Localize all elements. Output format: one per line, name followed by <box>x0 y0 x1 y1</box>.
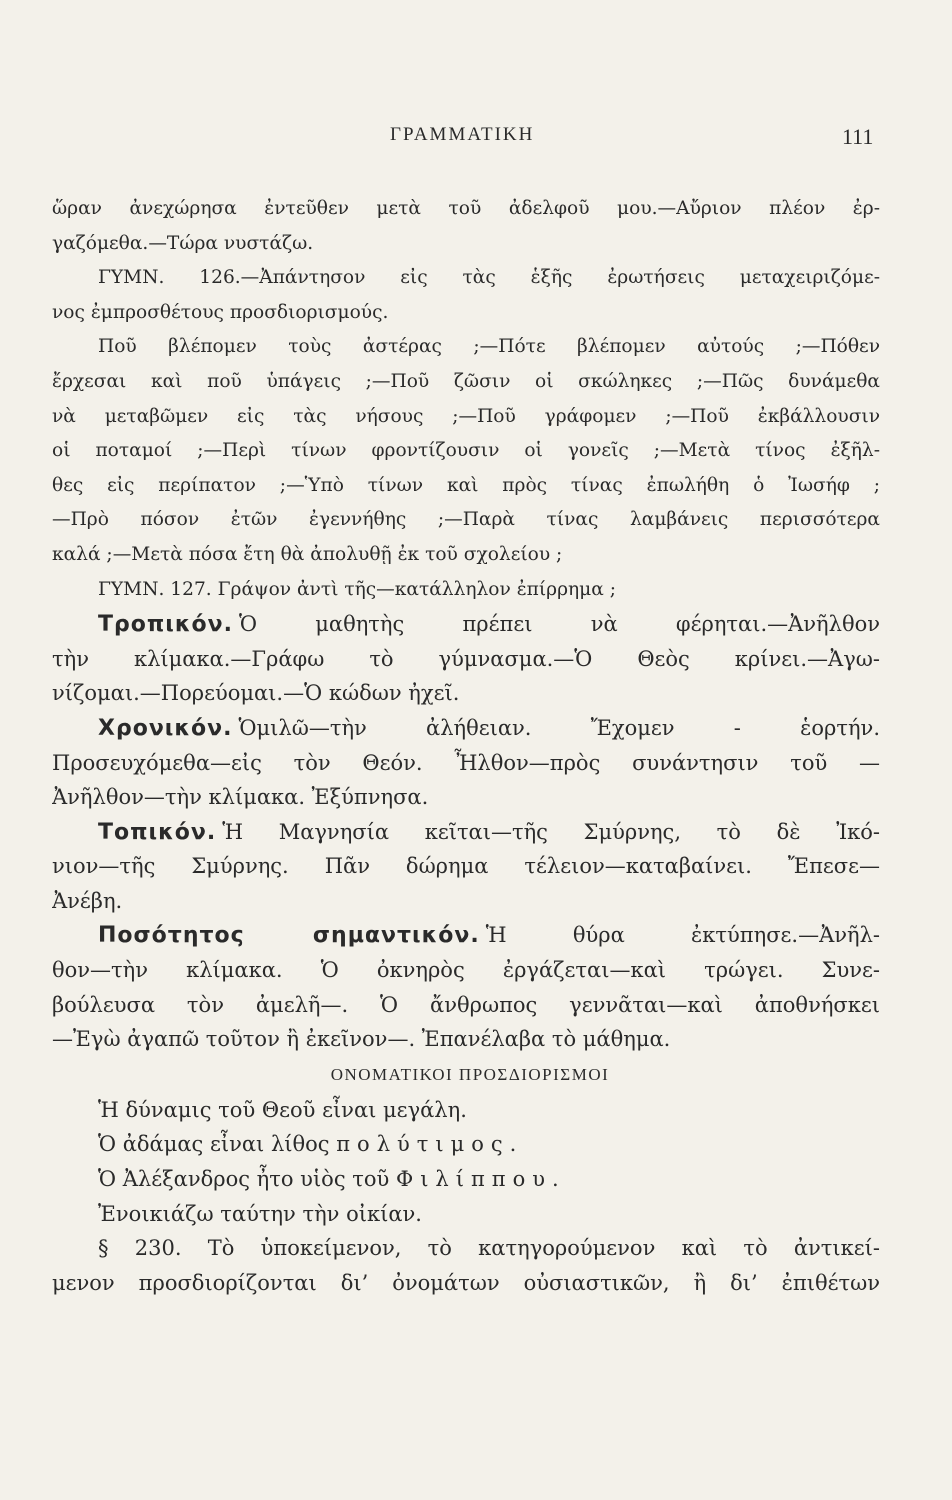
text-line: βούλευσα τὸν ἀμελῆ—. Ὁ ἄνθρωπος γεννᾶται—καὶ ἀποθνήσκει <box>52 992 880 1017</box>
category-heading: Τροπικόν. <box>98 612 233 638</box>
text-line: ἔρχεσαι καὶ ποῦ ὑπάγεις ;—Ποῦ ζῶσιν οἱ σκώληκες ;—Πῶς δυνάμεθα <box>52 370 880 392</box>
exercise-127-heading: ΓΥΜΝ. 127. Γράψον ἀντὶ τῆς—κατάλληλον ἐπίρρημα ; <box>98 578 617 600</box>
example-text: Ὁ Ἀλέξανδρος ἦτο υἱὸς τοῦ <box>98 1167 390 1192</box>
text-line: —Ἐγὼ ἀγαπῶ τοῦτον ἢ ἐκεῖνον—. Ἐπανέλαβα τὸ μάθημα. <box>52 1027 671 1052</box>
text-line: μενον προσδιορίζονται δι’ ὀνομάτων οὐσιαστικῶν, ἢ δι’ ἐπιθέτων <box>52 1270 880 1295</box>
exercise-126-heading: ΓΥΜΝ. 126.—Ἀπάντησον εἰς τὰς ἑξῆς ἐρωτήσεις μεταχειριζόμε- <box>98 267 880 289</box>
text-line: νιον—τῆς Σμύρνης. Πᾶν δώρημα τέλειον—καταβαίνει. Ἔπεσε— <box>52 854 880 879</box>
example-line <box>52 1162 880 1197</box>
category-text: Ὁ μαθητὴς πρέπει νὰ φέρηται.—Ἀνῆλθον <box>238 612 880 637</box>
category-heading: Τοπικόν. <box>98 819 217 845</box>
page-number: 111 <box>842 124 874 149</box>
example-line: Ἡ δύναμις τοῦ Θεοῦ εἶναι μεγάλη. <box>98 1097 467 1122</box>
category-line <box>52 815 880 850</box>
text-line: οἱ ποταμοί ;—Περὶ τίνων φροντίζουσιν οἱ γονεῖς ;—Μετὰ τίνος ἐξῆλ- <box>52 440 880 462</box>
text-line: θον—τὴν κλίμακα. Ὁ ὀκνηρὸς ἐργάζεται—καὶ τρώγει. Συνε- <box>52 958 880 983</box>
text-line: θες εἰς περίπατον ;—Ὑπὸ τίνων καὶ πρὸς τίνας ἐπωλήθη ὁ Ἰωσήφ ; <box>52 474 880 496</box>
example-line: Ἐνοικιάζω ταύτην τὴν οἰκίαν. <box>98 1201 422 1226</box>
category-heading: Χρονικόν. <box>98 715 233 741</box>
text-line: νος ἐμπροσθέτους προσδιορισμούς. <box>52 301 389 323</box>
page-header <box>0 124 952 154</box>
category-line <box>52 918 880 953</box>
spaced-emphasis: Φιλίππου. <box>395 1167 566 1192</box>
section-subheading: ΟΝΟΜΑΤΙΚΟΙ ΠΡΟΣΔΙΟΡΙΣΜΟΙ <box>330 1064 610 1084</box>
text-line: καλά ;—Μετὰ πόσα ἔτη θὰ ἀπολυθῇ ἐκ τοῦ σχολείου ; <box>52 543 563 565</box>
category-text: Ἡ θύρα ἐκτύπησε.—Ἀνῆλ- <box>485 923 880 948</box>
text-line: Ἀνῆλθον—τὴν κλίμακα. Ἐξύπνησα. <box>52 785 429 810</box>
text-line: Ποῦ βλέπομεν τοὺς ἀστέρας ;—Πότε βλέπομεν αὐτούς ;—Πόθεν <box>98 336 880 358</box>
category-heading: Ποσότητος σημαντικόν. <box>98 923 480 949</box>
text-line: τὴν κλίμακα.—Γράφω τὸ γύμνασμα.—Ὁ Θεὸς κρίνει.—Ἀγω- <box>52 646 880 671</box>
category-text: Ἡ Μαγνησία κεῖται—τῆς Σμύρνης, τὸ δὲ Ἰκό- <box>222 819 880 844</box>
text-line: νίζομαι.—Πορεύομαι.—Ὁ κώδων ἠχεῖ. <box>52 681 460 706</box>
section-230-paragraph: § 230. Τὸ ὑποκείμενον, τὸ κατηγορούμενον καὶ τὸ ἀντικεί- <box>98 1236 880 1261</box>
example-line <box>52 1127 880 1162</box>
running-title: ΓΡΑΜΜΑΤΙΚΗ <box>390 124 535 145</box>
text-line: γαζόμεθα.—Τώρα νυστάζω. <box>52 232 314 254</box>
text-line: —Πρὸ πόσον ἐτῶν ἐγεννήθης ;—Παρὰ τίνας λαμβάνεις περισσότερα <box>52 509 880 531</box>
text-line: Προσευχόμεθα—εἰς τὸν Θεόν. Ἦλθον—πρὸς συνάντησιν τοῦ — <box>52 750 880 775</box>
text-line: ὥραν ἀνεχώρησα ἐντεῦθεν μετὰ τοῦ ἀδελφοῦ μου.—Αὔριον πλέον ἐρ- <box>52 198 880 219</box>
text-line: Ἀνέβη. <box>52 888 123 913</box>
example-text: Ὁ ἀδάμας εἶναι λίθος <box>98 1132 330 1157</box>
page-body <box>52 192 880 1300</box>
category-line <box>52 607 880 642</box>
category-text: Ὁμιλῶ—τὴν ἀλήθειαν. Ἔχομεν - ἑορτήν. <box>238 715 880 740</box>
spaced-emphasis: πολύτιμος. <box>336 1132 524 1157</box>
category-line <box>52 711 880 746</box>
text-line: νὰ μεταβῶμεν εἰς τὰς νήσους ;—Ποῦ γράφομεν ;—Ποῦ ἐκβάλλουσιν <box>52 405 880 427</box>
